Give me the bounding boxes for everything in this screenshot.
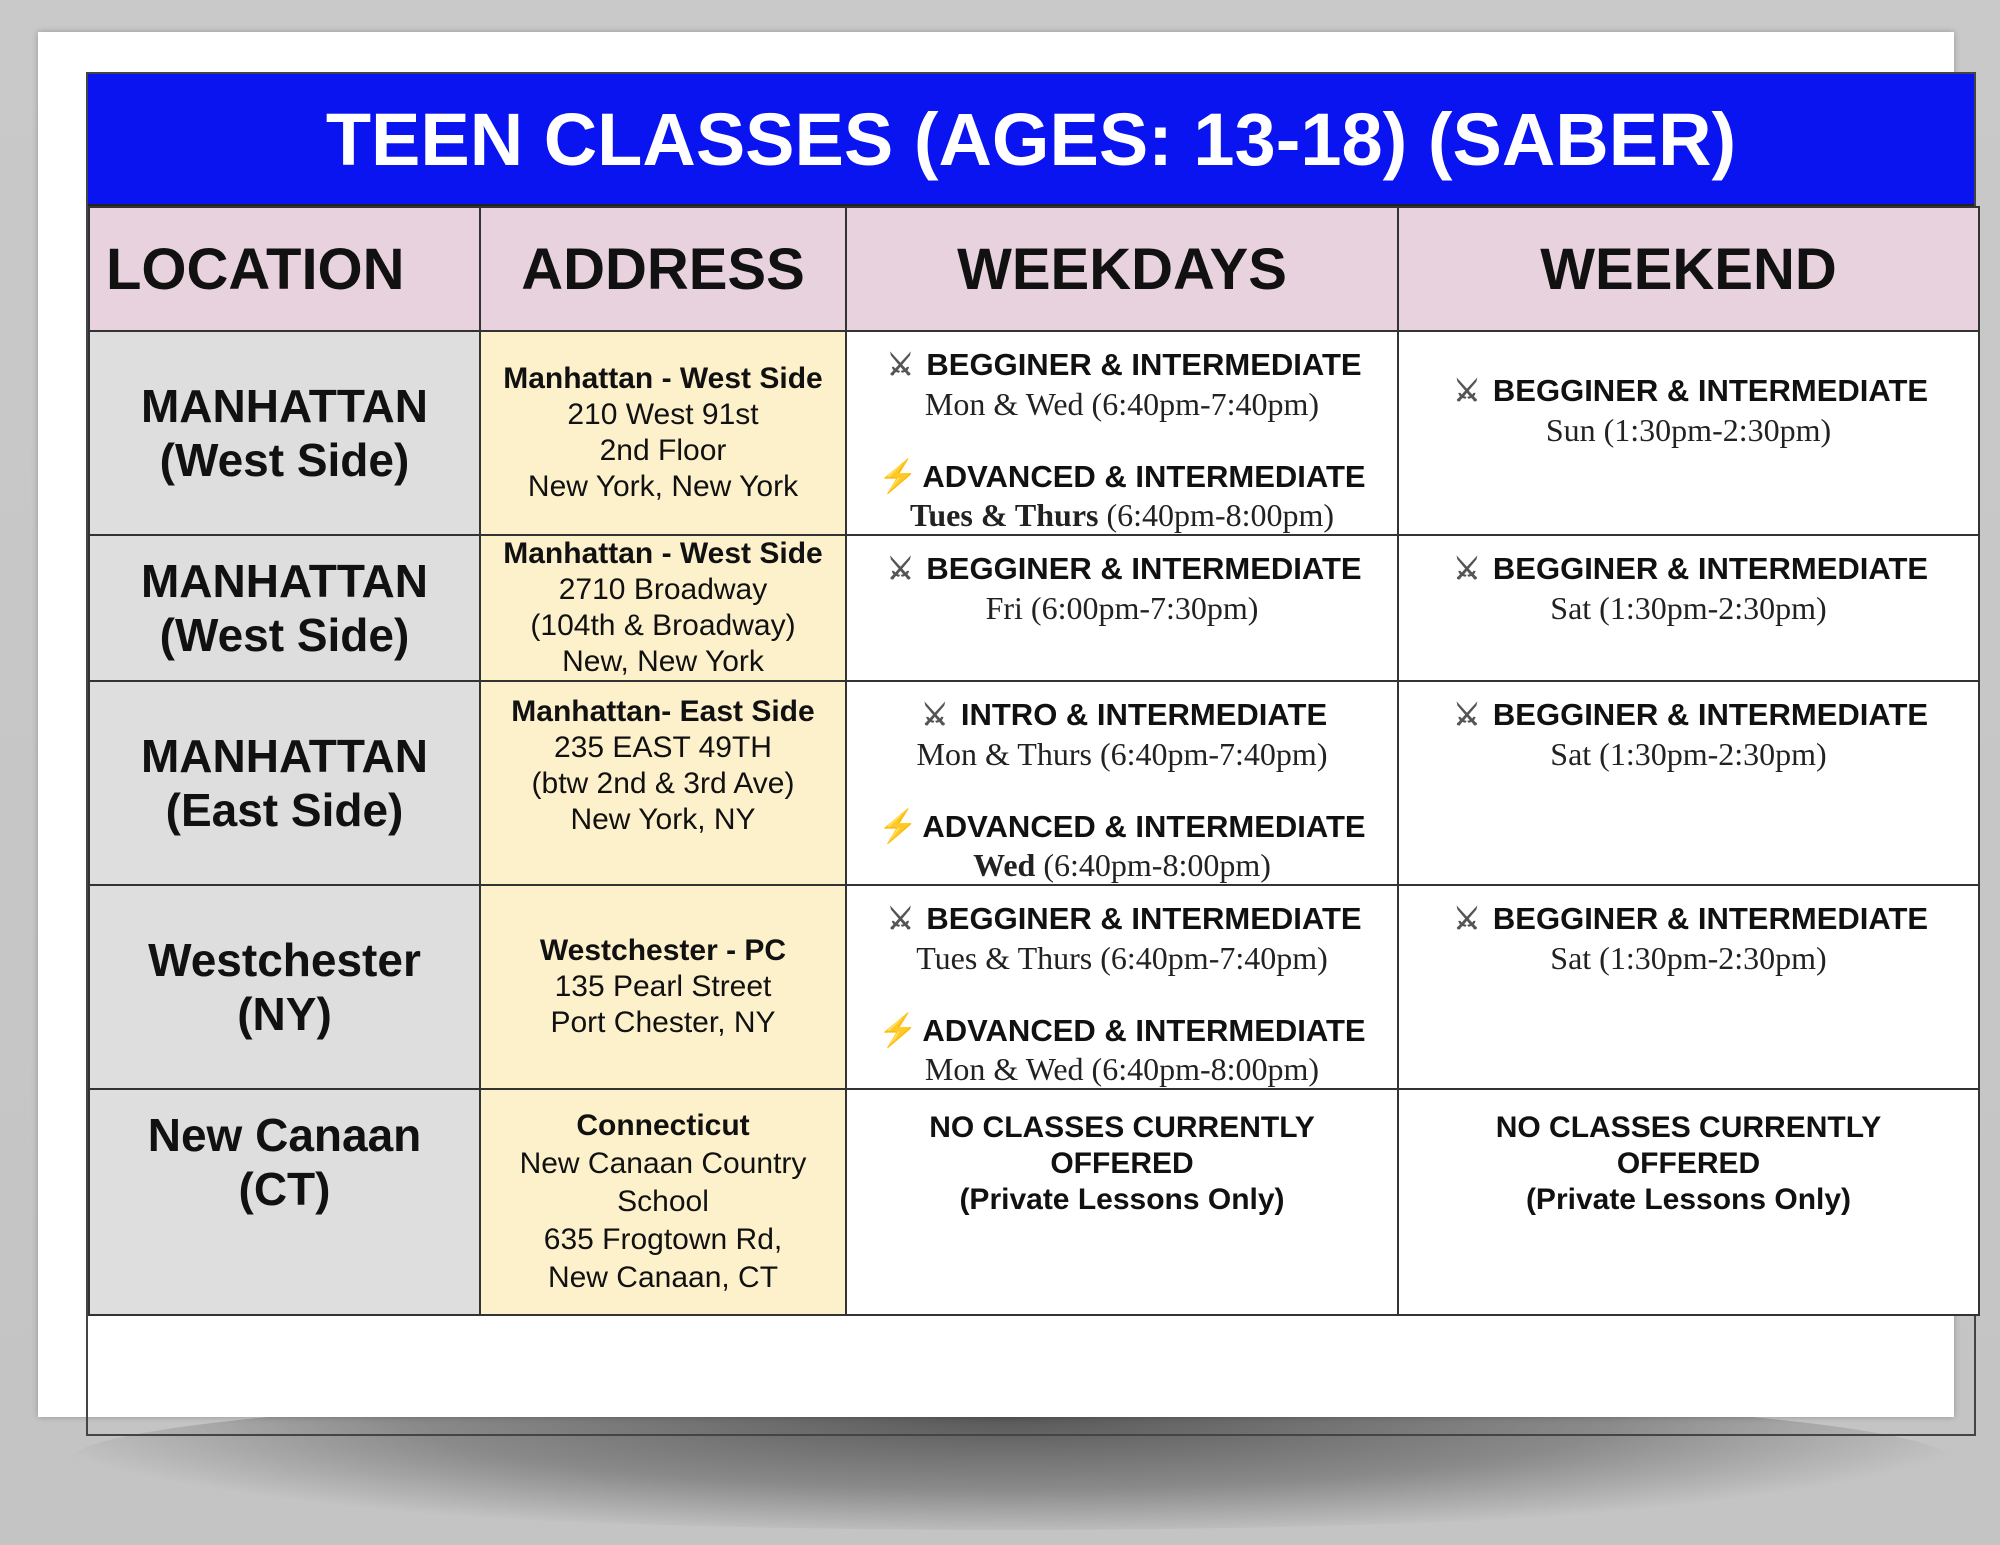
address-line: School [617, 1185, 709, 1218]
header-address: ADDRESS [480, 207, 846, 331]
page-title: TEEN CLASSES (AGES: 13-18) (SABER) [88, 74, 1974, 206]
class-time: Sat (1:30pm-2:30pm) [1550, 590, 1827, 626]
location-area: (NY) [237, 988, 332, 1040]
header-weekdays: WEEKDAYS [846, 207, 1398, 331]
header-weekend: WEEKEND [1398, 207, 1979, 331]
class-name: ⚔ BEGGINER & INTERMEDIATE [1399, 900, 1978, 939]
class-time: Mon & Wed (6:40pm-8:00pm) [924, 1051, 1320, 1087]
location-name: MANHATTAN [140, 380, 428, 432]
location-area: (East Side) [165, 784, 404, 836]
address-heading: Manhattan - West Side [503, 362, 823, 395]
table-row [89, 331, 1979, 535]
class-time: Sat (1:30pm-2:30pm) [1550, 940, 1827, 976]
location-cell [89, 1089, 480, 1315]
address-heading: Westchester - PC [539, 934, 787, 967]
weekdays-cell [846, 535, 1398, 681]
location-cell [89, 681, 480, 885]
address-line: New York, New York [527, 470, 799, 503]
swords-icon: ⚔ [886, 553, 914, 586]
class-name: ⚡ ADVANCED & INTERMEDIATE [878, 808, 1366, 844]
location-cell [89, 331, 480, 535]
class-name: ⚡ ADVANCED & INTERMEDIATE [878, 1012, 1366, 1048]
class-time: Mon & Thurs (6:40pm-7:40pm) [916, 736, 1328, 772]
class-time: Mon & Wed (6:40pm-7:40pm) [924, 386, 1320, 422]
address-line: New Canaan Country [519, 1147, 807, 1180]
address-line: 135 Pearl Street [554, 970, 772, 1003]
class-time: Sat (1:30pm-2:30pm) [1550, 736, 1827, 772]
lightning-icon: ⚡ [878, 808, 919, 844]
address-line: New Canaan, CT [547, 1261, 779, 1294]
address-line: New York, NY [570, 803, 756, 836]
class-name: ⚔ BEGGINER & INTERMEDIATE [1399, 550, 1978, 589]
address-line: Port Chester, NY [550, 1006, 776, 1039]
swords-icon: ⚔ [921, 699, 949, 732]
class-time: Wed (6:40pm-8:00pm) [973, 847, 1271, 883]
table-row [89, 1089, 1979, 1315]
swords-icon: ⚔ [1453, 553, 1481, 586]
location-name: MANHATTAN [140, 555, 428, 607]
weekdays-cell [846, 331, 1398, 535]
class-name: ⚔ INTRO & INTERMEDIATE [847, 696, 1397, 735]
table-row [89, 681, 1979, 885]
address-line: 635 Frogtown Rd, [543, 1223, 783, 1256]
class-time: Tues & Thurs (6:40pm-8:00pm) [909, 497, 1335, 533]
address-line: (btw 2nd & 3rd Ave) [531, 767, 795, 800]
address-line: 2nd Floor [599, 434, 727, 467]
swords-icon: ⚔ [886, 349, 914, 382]
address-cell [480, 681, 846, 885]
class-name: ⚔ BEGGINER & INTERMEDIATE [847, 346, 1397, 385]
weekend-cell [1398, 331, 1979, 535]
location-cell [89, 885, 480, 1089]
weekdays-cell [846, 1089, 1398, 1315]
no-classes-text: NO CLASSES CURRENTLY OFFERED (Private Lessons Only) [929, 1111, 1315, 1216]
address-line: 235 EAST 49TH [554, 731, 772, 764]
schedule-sheet [86, 72, 1976, 1436]
address-cell [480, 1089, 846, 1315]
location-area: (West Side) [159, 609, 410, 661]
weekend-cell [1398, 885, 1979, 1089]
weekend-cell [1398, 1089, 1979, 1315]
address-line: 2710 Broadway [558, 573, 768, 606]
header-row [89, 207, 1979, 331]
class-name: ⚔ BEGGINER & INTERMEDIATE [1399, 372, 1978, 411]
lightning-icon: ⚡ [878, 458, 919, 494]
address-heading: Manhattan - West Side [503, 537, 823, 570]
header-location: LOCATION [89, 207, 480, 331]
table-row [89, 885, 1979, 1089]
swords-icon: ⚔ [1453, 375, 1481, 408]
location-name: Westchester [148, 934, 421, 986]
class-time: Fri (6:00pm-7:30pm) [985, 590, 1259, 626]
address-cell [480, 535, 846, 681]
address-cell [480, 331, 846, 535]
schedule-table [88, 206, 1980, 1316]
location-area: (West Side) [159, 434, 410, 486]
location-cell [89, 535, 480, 681]
address-cell [480, 885, 846, 1089]
address-line: New, New York [562, 645, 764, 678]
class-time: Tues & Thurs (6:40pm-7:40pm) [916, 940, 1328, 976]
class-name: ⚔ BEGGINER & INTERMEDIATE [1399, 696, 1978, 735]
location-area: (CT) [238, 1163, 331, 1215]
table-row [89, 535, 1979, 681]
weekdays-cell [846, 885, 1398, 1089]
weekend-cell [1398, 535, 1979, 681]
location-name: New Canaan [147, 1109, 422, 1161]
swords-icon: ⚔ [886, 903, 914, 936]
no-classes-text: NO CLASSES CURRENTLY OFFERED (Private Lessons Only) [1495, 1111, 1882, 1216]
address-heading: Connecticut [576, 1109, 750, 1142]
address-heading: Manhattan- East Side [511, 695, 815, 728]
swords-icon: ⚔ [1453, 699, 1481, 732]
class-time: Sun (1:30pm-2:30pm) [1545, 412, 1832, 448]
weekend-cell [1398, 681, 1979, 885]
class-name: ⚡ ADVANCED & INTERMEDIATE [878, 458, 1366, 494]
address-line: 210 West 91st [567, 398, 759, 431]
location-name: MANHATTAN [140, 730, 428, 782]
weekdays-cell [846, 681, 1398, 885]
class-name: ⚔ BEGGINER & INTERMEDIATE [847, 550, 1397, 589]
class-name: ⚔ BEGGINER & INTERMEDIATE [847, 900, 1397, 939]
address-line: (104th & Broadway) [530, 609, 796, 642]
swords-icon: ⚔ [1453, 903, 1481, 936]
lightning-icon: ⚡ [878, 1012, 919, 1048]
schedule-card [38, 32, 1954, 1417]
